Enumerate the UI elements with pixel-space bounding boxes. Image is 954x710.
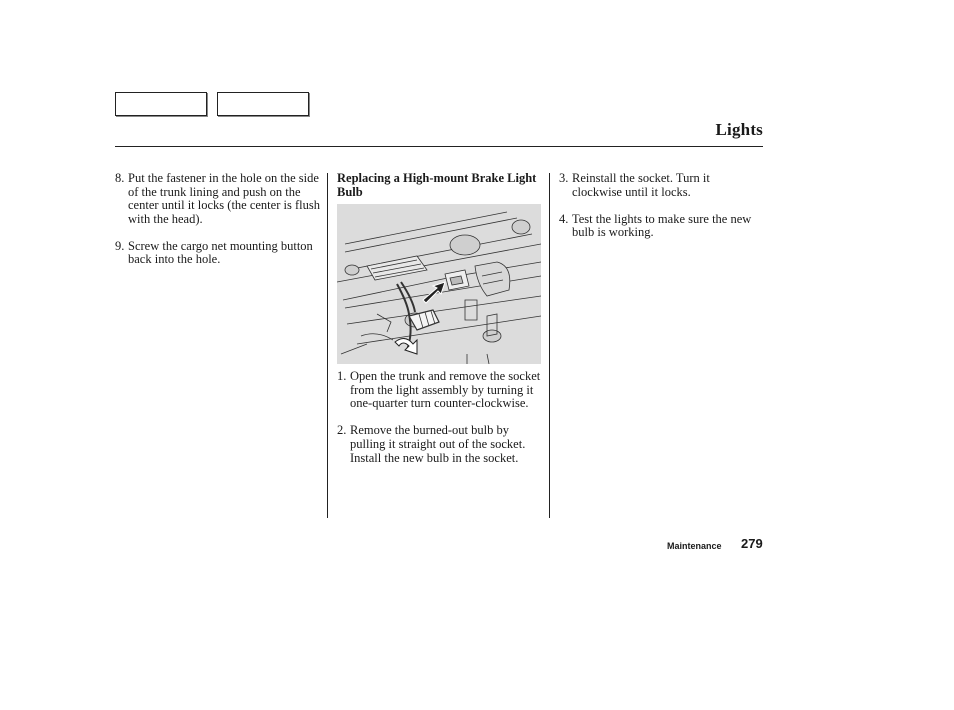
column-divider bbox=[549, 173, 550, 518]
page-number: 279 bbox=[741, 536, 763, 551]
step-text: Remove the burned-out bulb by pulling it straight out of the socket. Install the new bulb in the socket. bbox=[350, 423, 526, 465]
step-1 bbox=[337, 370, 544, 411]
step-number: 3. bbox=[559, 171, 569, 185]
step-number: 1. bbox=[337, 369, 347, 384]
step-number: 4. bbox=[559, 211, 569, 226]
next-page-button[interactable] bbox=[217, 92, 309, 116]
step-4 bbox=[559, 213, 759, 240]
footer-section-label: Maintenance bbox=[667, 541, 722, 551]
step-text: Reinstall the socket. Turn it clockwise until it locks. bbox=[572, 171, 710, 199]
page-title: Lights bbox=[715, 120, 763, 139]
previous-page-button[interactable] bbox=[115, 92, 207, 116]
step-number: 9. bbox=[115, 238, 125, 253]
step-8 bbox=[115, 172, 320, 226]
brake-light-bulb-illustration bbox=[337, 204, 541, 364]
step-number: 2. bbox=[337, 423, 347, 438]
step-text: Test the lights to make sure the new bulb is working. bbox=[572, 211, 752, 240]
step-text: Open the trunk and remove the socket from the light assembly by turning it one-quarter turn counter-clockwise. bbox=[350, 369, 541, 411]
step-9 bbox=[115, 240, 320, 267]
title-divider bbox=[115, 146, 763, 147]
column-right bbox=[559, 172, 759, 253]
step-2 bbox=[337, 424, 544, 465]
step-text: Put the fastener in the hole on the side of the trunk lining and push on the center until it locks (the center is flush with the head). bbox=[128, 171, 320, 226]
column-middle bbox=[337, 172, 544, 479]
column-divider bbox=[327, 173, 328, 518]
step-number: 8. bbox=[115, 171, 125, 185]
section-heading: Replacing a High-mount Brake Light Bulb bbox=[337, 171, 537, 199]
step-3 bbox=[559, 172, 759, 199]
column-left bbox=[115, 172, 320, 281]
step-text: Screw the cargo net mounting button back into the hole. bbox=[128, 238, 313, 267]
